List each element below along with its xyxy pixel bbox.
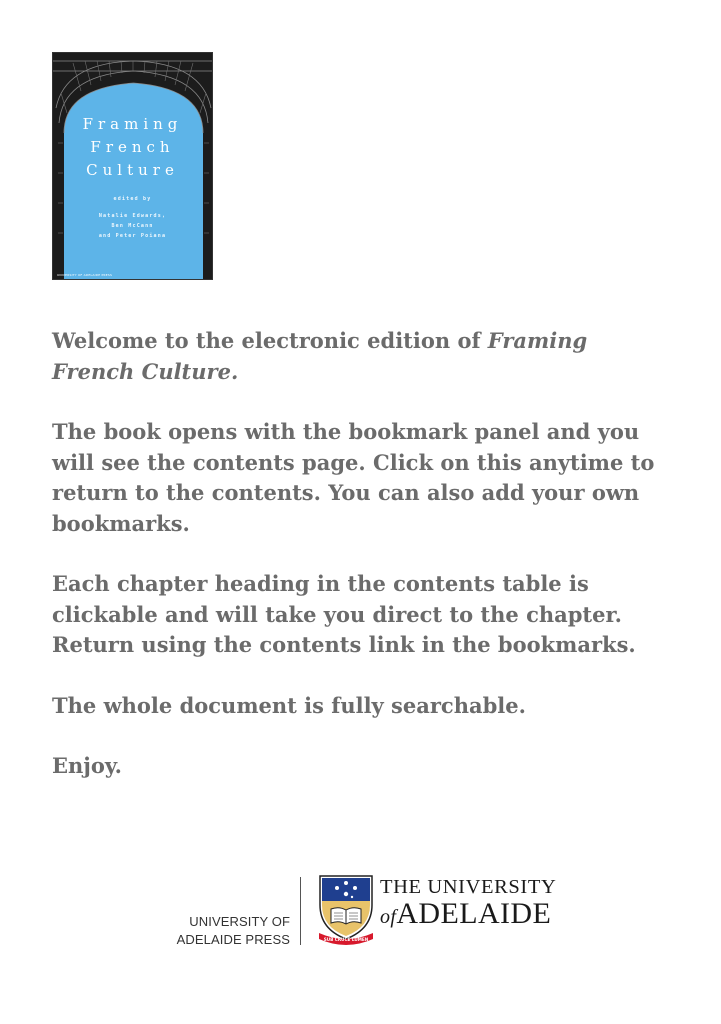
press-line-1: UNIVERSITY OF [189, 914, 290, 929]
chapter-paragraph: Each chapter heading in the contents table is clickable and will take you direct to the chapter. Return using the contents link in the bookmarks. [52, 571, 636, 657]
welcome-paragraph [52, 326, 672, 387]
search-paragraph: The whole document is fully searchable. [52, 692, 526, 718]
press-line-2: ADELAIDE PRESS [176, 932, 290, 947]
bookmark-paragraph: The book opens with the bookmark panel and you will see the contents page. Click on this anytime to return to the contents. You can also add your own bookmarks. [52, 419, 655, 536]
cover-title-line-1: Framing [82, 115, 183, 133]
press-logo-text [150, 913, 290, 949]
cover-editor-1: Natalie Edwards, [98, 213, 167, 219]
university-of: of [380, 906, 397, 928]
university-name-line-1: THE UNIVERSITY [380, 876, 557, 898]
cover-editor-2: Ben McCann [111, 223, 154, 229]
enjoy-paragraph: Enjoy. [52, 753, 122, 778]
book-title: Framing French Culture. [52, 328, 588, 384]
university-name-line-2 [380, 898, 556, 933]
university-crest-logo [317, 873, 375, 947]
logo-divider [300, 877, 301, 945]
crest-motto: SUB CRUCE LUMEN [323, 937, 369, 942]
cover-title-line-3: Culture [86, 161, 179, 179]
cover-editor-3: and Peter Poiana [98, 233, 167, 239]
university-name [380, 876, 556, 933]
cover-publisher-strip: UNIVERSITY OF ADELAIDE PRESS [57, 273, 113, 277]
book-cover [52, 52, 213, 280]
welcome-prefix: Welcome to the electronic edition of [52, 328, 488, 353]
cover-edited-by: edited by [113, 196, 152, 202]
cover-title-line-2: French [90, 138, 175, 156]
university-adelaide: ADELAIDE [396, 897, 552, 930]
intro-text [52, 326, 672, 812]
